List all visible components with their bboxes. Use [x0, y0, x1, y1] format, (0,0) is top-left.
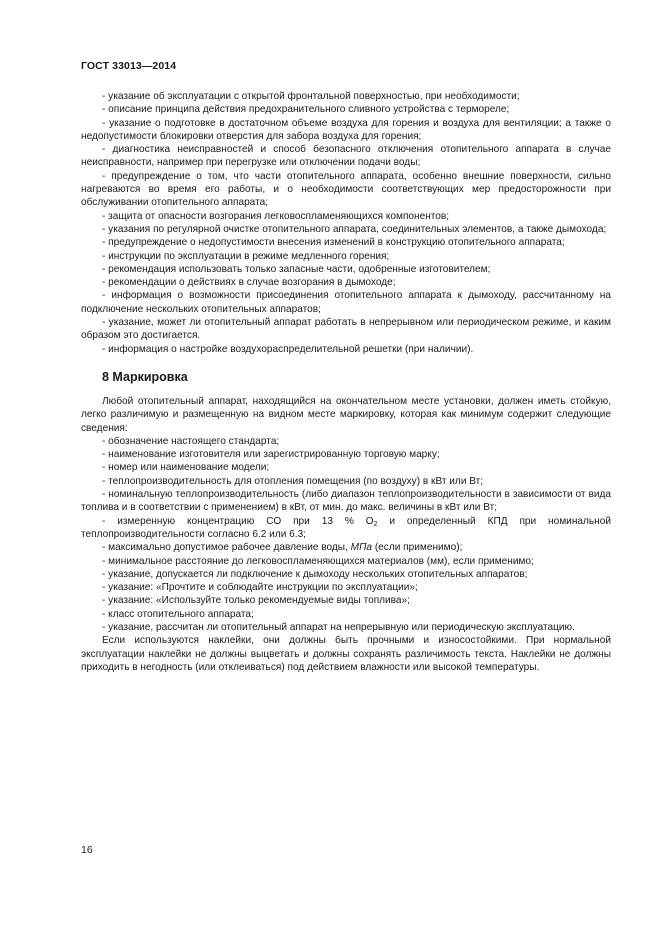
list-item: - описание принципа действия предохранительного сливного устройства с терморелe;: [102, 104, 510, 116]
list-item: - номер или наименование модели;: [102, 462, 270, 474]
list-item: - предупреждение о том, что части отопительного аппарата, особенно внешние поверхности, сильно нагреваются во время его работы, и о необходимости соответствующих мер предосторожности при обслуживании отопительного аппарата;: [81, 170, 611, 209]
list-item: - номинальную теплопроизводительность (либо диапазон теплопроизводительности в зависимости от вида топлива и в соответствии с применением) в кВт, от мин. до макс. величины в кВт или Вт;: [81, 489, 611, 514]
section-8-closing: Если используются наклейки, они должны быть прочными и износостойкими. При нормальной эксплуатации наклейки не должны выцветать и должны сохранять различимость текста. Наклейки не должны приходить в негодность (или отклеиваться) под действием влажности или высокой температуры.: [81, 635, 611, 673]
list-item: - инструкции по эксплуатации в режиме медленного горения;: [102, 250, 390, 262]
list-item: - указания по регулярной очистке отопительного аппарата, соединительных элементов, а также дымохода;: [102, 223, 607, 235]
co-item-text-before: - измеренную концентрацию СО при 13 % О: [102, 515, 374, 527]
pressure-item-text-after: (если применимо);: [372, 542, 463, 554]
list-item: - рекомендация использовать только запасные части, одобренные изготовителем;: [102, 263, 491, 275]
list-item: - указание: «Прочтите и соблюдайте инструкции по эксплуатации»;: [102, 582, 418, 594]
list-item: - теплопроизводительность для отопления помещения (по воздуху) в кВт или Вт;: [102, 475, 484, 487]
pressure-item-unit: МПа: [350, 542, 373, 554]
list-item: - указание, может ли отопительный аппарат работать в непрерывном или периодическом режиме, и каким образом это достигается.: [81, 317, 611, 342]
list-item: - класс отопительного аппарата;: [102, 608, 254, 620]
list-item: - обозначение настоящего стандарта;: [102, 435, 280, 447]
section-8-intro: Любой отопительный аппарат, находящийся на окончательном месте установки, должен иметь стойкую, легко различимую и размещенную на видном месте маркировку, которая как минимум содержит следующие сведения:: [81, 395, 611, 434]
marking-list: [81, 435, 611, 634]
list-item: - информация о настройке воздухораспределительной решетки (при наличии).: [102, 343, 474, 355]
page-number: 16: [81, 844, 93, 856]
section-8-title: 8 Маркировка: [102, 369, 188, 384]
list-item-water-pressure: [81, 541, 611, 554]
list-item: - указание: «Используйте только рекомендуемые виды топлива»;: [102, 595, 410, 607]
document-code-header: ГОСТ 33013—2014: [81, 60, 177, 72]
instructions-list: [81, 90, 611, 356]
list-item: - предупреждение о недопустимости внесения изменений в конструкцию отопительного аппарата;: [102, 237, 565, 249]
list-item: - указание, допускается ли подключение к дымоходу нескольких отопительных аппаратов;: [102, 568, 528, 580]
list-item: - наименование изготовителя или зарегистрированную торговую марку;: [102, 449, 440, 461]
list-item-co-concentration: [81, 515, 611, 542]
list-item: - рекомендации о действиях в случае возгорания в дымоходе;: [102, 277, 396, 289]
pressure-item-text-before: - максимально допустимое рабочее давление воды,: [102, 542, 351, 554]
co-item-text-after: и определенный КПД при номинальной теплопроизводительности согласно 6.2 или 6.3;: [81, 515, 611, 540]
list-item: - диагностика неисправностей и способ безопасного отключения отопительного аппарата в случае неисправности, например при перегрузке или отключении подачи воды;: [81, 144, 611, 169]
list-item: - указание о подготовке в достаточном объеме воздуха для горения и воздуха для вентиляции; а также о недопустимости блокировки отверстия для забора воздуха для горения;: [81, 117, 611, 142]
co-item-subscript: 2: [373, 520, 378, 528]
list-item: - минимальное расстояние до легковоспламеняющихся материалов (мм), если применимо;: [102, 555, 534, 567]
list-item: - защита от опасности возгорания легковоспламеняющихся компонентов;: [102, 210, 450, 222]
list-item: - указание, рассчитан ли отопительный аппарат на непрерывную или периодическую эксплуатацию.: [102, 621, 575, 633]
page-content: [81, 90, 611, 674]
list-item: - указание об эксплуатации с открытой фронтальной поверхностью, при необходимости;: [102, 91, 520, 102]
list-item: - информация о возможности присоединения отопительного аппарата к дымоходу, рассчитанному на подключение нескольких отопительных аппаратов;: [81, 290, 611, 315]
